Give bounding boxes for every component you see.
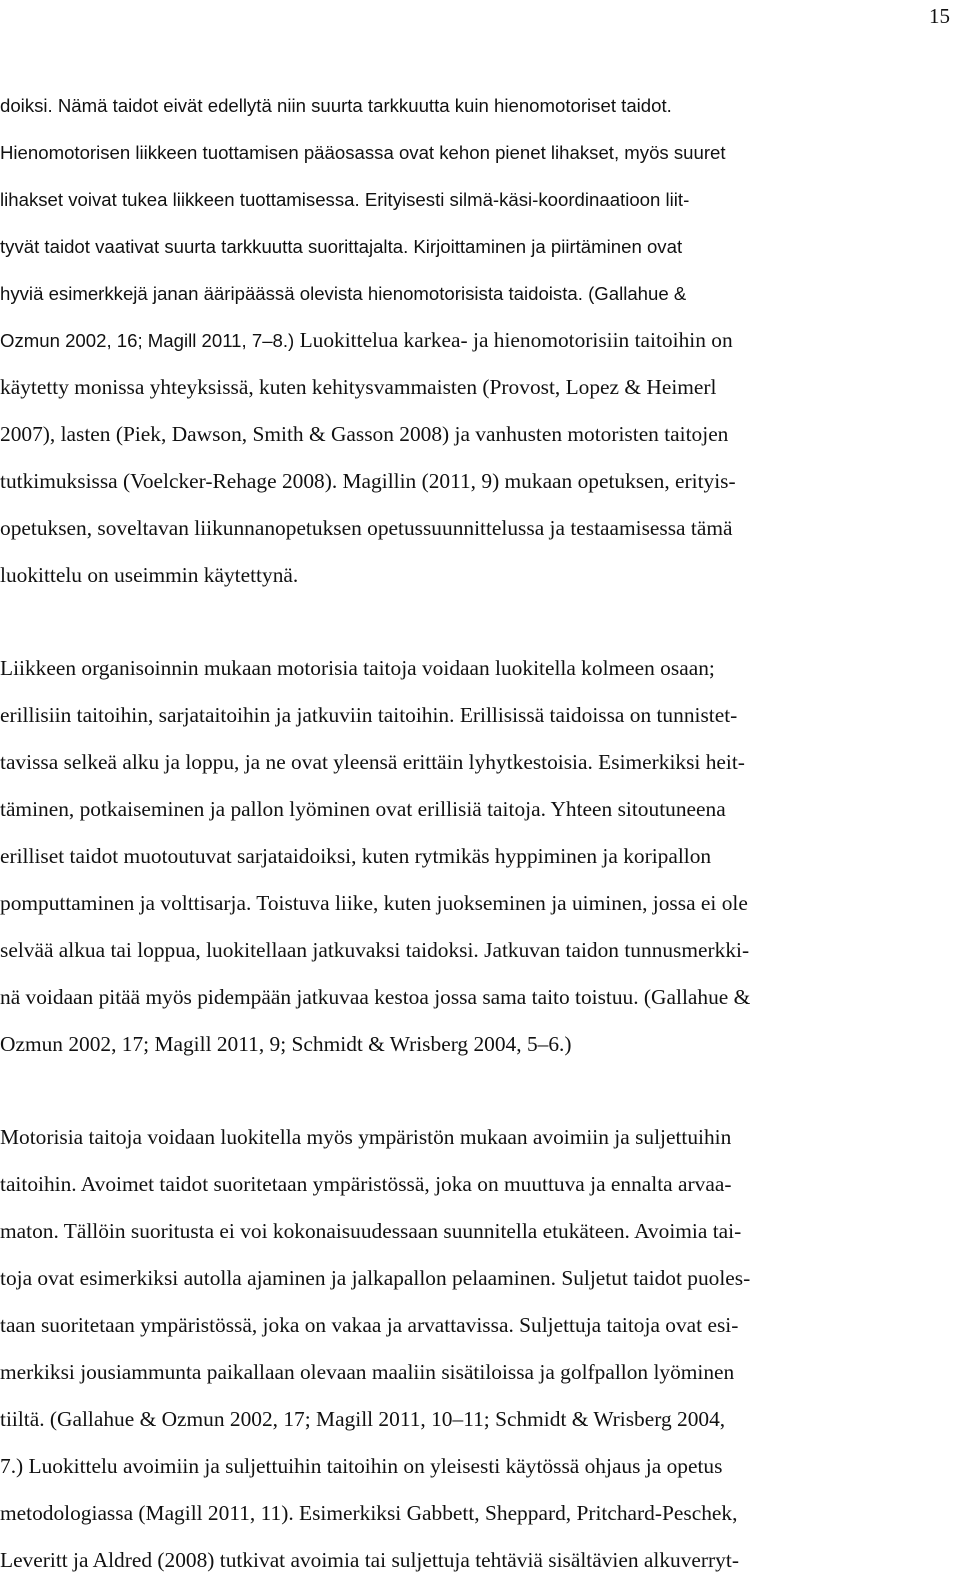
text-line	[0, 1537, 956, 1584]
text-segment: Liikkeen organisoinnin mukaan motorisia taitoja voidaan luokitella kolmeen osaan;	[0, 656, 715, 680]
text-line	[0, 692, 956, 739]
paragraph-gap	[0, 599, 956, 645]
text-line	[0, 223, 956, 270]
text-line	[0, 1302, 956, 1349]
text-line	[0, 1396, 956, 1443]
text-line	[0, 270, 956, 317]
text-segment: 2007), lasten (Piek, Dawson, Smith & Gasson 2008) ja vanhusten motoristen taitojen	[0, 422, 729, 446]
text-segment: Motorisia taitoja voidaan luokitella myös ympäristön mukaan avoimiin ja suljettuihin	[0, 1125, 732, 1149]
text-segment: erillisiin taitoihin, sarjataitoihin ja jatkuviin taitoihin. Erillisissä taidoissa on tunnistet-	[0, 703, 738, 727]
text-segment: luokittelu on useimmin käytettynä.	[0, 563, 299, 587]
text-segment: maton. Tällöin suoritusta ei voi kokonaisuudessaan suunnitella etukäteen. Avoimia tai-	[0, 1219, 742, 1243]
text-segment: toja ovat esimerkiksi autolla ajaminen ja jalkapallon pelaaminen. Suljetut taidot puoles-	[0, 1266, 751, 1290]
text-segment: tiiltä. (Gallahue & Ozmun 2002, 17; Magill 2011, 10–11; Schmidt & Wrisberg 2004,	[0, 1407, 726, 1431]
paragraph	[0, 645, 956, 1068]
paragraph	[0, 1114, 956, 1584]
text-line	[0, 176, 956, 223]
text-segment: taan suoritetaan ympäristössä, joka on vakaa ja arvattavissa. Suljettuja taitoja ovat esi-	[0, 1313, 739, 1337]
text-segment: selvää alkua tai loppua, luokitellaan jatkuvaksi taidoksi. Jatkuvan taidon tunnusmerkki-	[0, 938, 750, 962]
text-segment: Hienomotorisen liikkeen tuottamisen pääosassa ovat kehon pienet lihakset, myös suuret	[0, 142, 726, 163]
text-segment: Leveritt ja Aldred (2008) tutkivat avoimia tai suljettuja tehtäviä sisältävien alkuverryt-	[0, 1548, 739, 1572]
text-segment: Ozmun 2002, 16; Magill 2011, 7–8.)	[0, 330, 295, 351]
text-line	[0, 552, 956, 599]
text-segment: täminen, potkaiseminen ja pallon lyöminen ovat erillisiä taitoja. Yhteen sitoutuneena	[0, 797, 726, 821]
text-line	[0, 1161, 956, 1208]
text-line	[0, 317, 956, 364]
text-line	[0, 974, 956, 1021]
text-segment: Ozmun 2002, 17; Magill 2011, 9; Schmidt & Wrisberg 2004, 5–6.)	[0, 1032, 572, 1056]
text-line	[0, 364, 956, 411]
text-line	[0, 505, 956, 552]
text-segment: pomputtaminen ja volttisarja. Toistuva liike, kuten juokseminen ja uiminen, jossa ei ole	[0, 891, 748, 915]
text-line	[0, 880, 956, 927]
text-line	[0, 1114, 956, 1161]
text-line	[0, 411, 956, 458]
text-segment: taitoihin. Avoimet taidot suoritetaan ympäristössä, joka on muuttuva ja ennalta arvaa-	[0, 1172, 732, 1196]
page-number: 15	[929, 4, 950, 28]
text-line	[0, 129, 956, 176]
text-segment: lihakset voivat tukea liikkeen tuottamisessa. Erityisesti silmä-käsi-koordinaatioon liit-	[0, 189, 690, 210]
paragraph-gap	[0, 1068, 956, 1114]
text-line	[0, 82, 956, 129]
text-segment: Luokittelua karkea- ja hienomotorisiin taitoihin on	[294, 328, 733, 352]
text-segment: 7.) Luokittelu avoimiin ja suljettuihin taitoihin on yleisesti käytössä ohjaus ja opetus	[0, 1454, 723, 1478]
text-line	[0, 1490, 956, 1537]
text-line	[0, 1208, 956, 1255]
text-segment: erilliset taidot muotoutuvat sarjataidoiksi, kuten rytmikäs hyppiminen ja koripallon	[0, 844, 712, 868]
text-segment: nä voidaan pitää myös pidempään jatkuvaa kestoa jossa sama taito toistuu. (Gallahue &	[0, 985, 751, 1009]
text-line	[0, 458, 956, 505]
text-segment: tutkimuksissa (Voelcker-Rehage 2008). Magillin (2011, 9) mukaan opetuksen, erityis-	[0, 469, 736, 493]
text-segment: metodologiassa (Magill 2011, 11). Esimerkiksi Gabbett, Sheppard, Pritchard-Peschek,	[0, 1501, 738, 1525]
text-segment: doiksi. Nämä taidot eivät edellytä niin suurta tarkkuutta kuin hienomotoriset taidot.	[0, 95, 672, 116]
text-line	[0, 645, 956, 692]
text-line	[0, 1443, 956, 1490]
document-body	[0, 82, 956, 1584]
text-segment: käytetty monissa yhteyksissä, kuten kehitysvammaisten (Provost, Lopez & Heimerl	[0, 375, 717, 399]
text-segment: merkiksi jousiammunta paikallaan olevaan maaliin sisätiloissa ja golfpallon lyöminen	[0, 1360, 735, 1384]
text-line	[0, 1021, 956, 1068]
text-line	[0, 1255, 956, 1302]
text-line	[0, 739, 956, 786]
text-line	[0, 833, 956, 880]
text-segment: opetuksen, soveltavan liikunnanopetuksen opetussuunnittelussa ja testaamisessa tämä	[0, 516, 733, 540]
text-segment: tavissa selkeä alku ja loppu, ja ne ovat yleensä erittäin lyhytkestoisia. Esimerkiksi heit-	[0, 750, 745, 774]
text-line	[0, 786, 956, 833]
paragraph	[0, 82, 956, 599]
text-line	[0, 1349, 956, 1396]
text-segment: tyvät taidot vaativat suurta tarkkuutta suorittajalta. Kirjoittaminen ja piirtäminen ovat	[0, 236, 683, 257]
text-segment: hyviä esimerkkejä janan ääripäässä olevista hienomotorisista taidoista. (Gallahue &	[0, 283, 687, 304]
text-line	[0, 927, 956, 974]
